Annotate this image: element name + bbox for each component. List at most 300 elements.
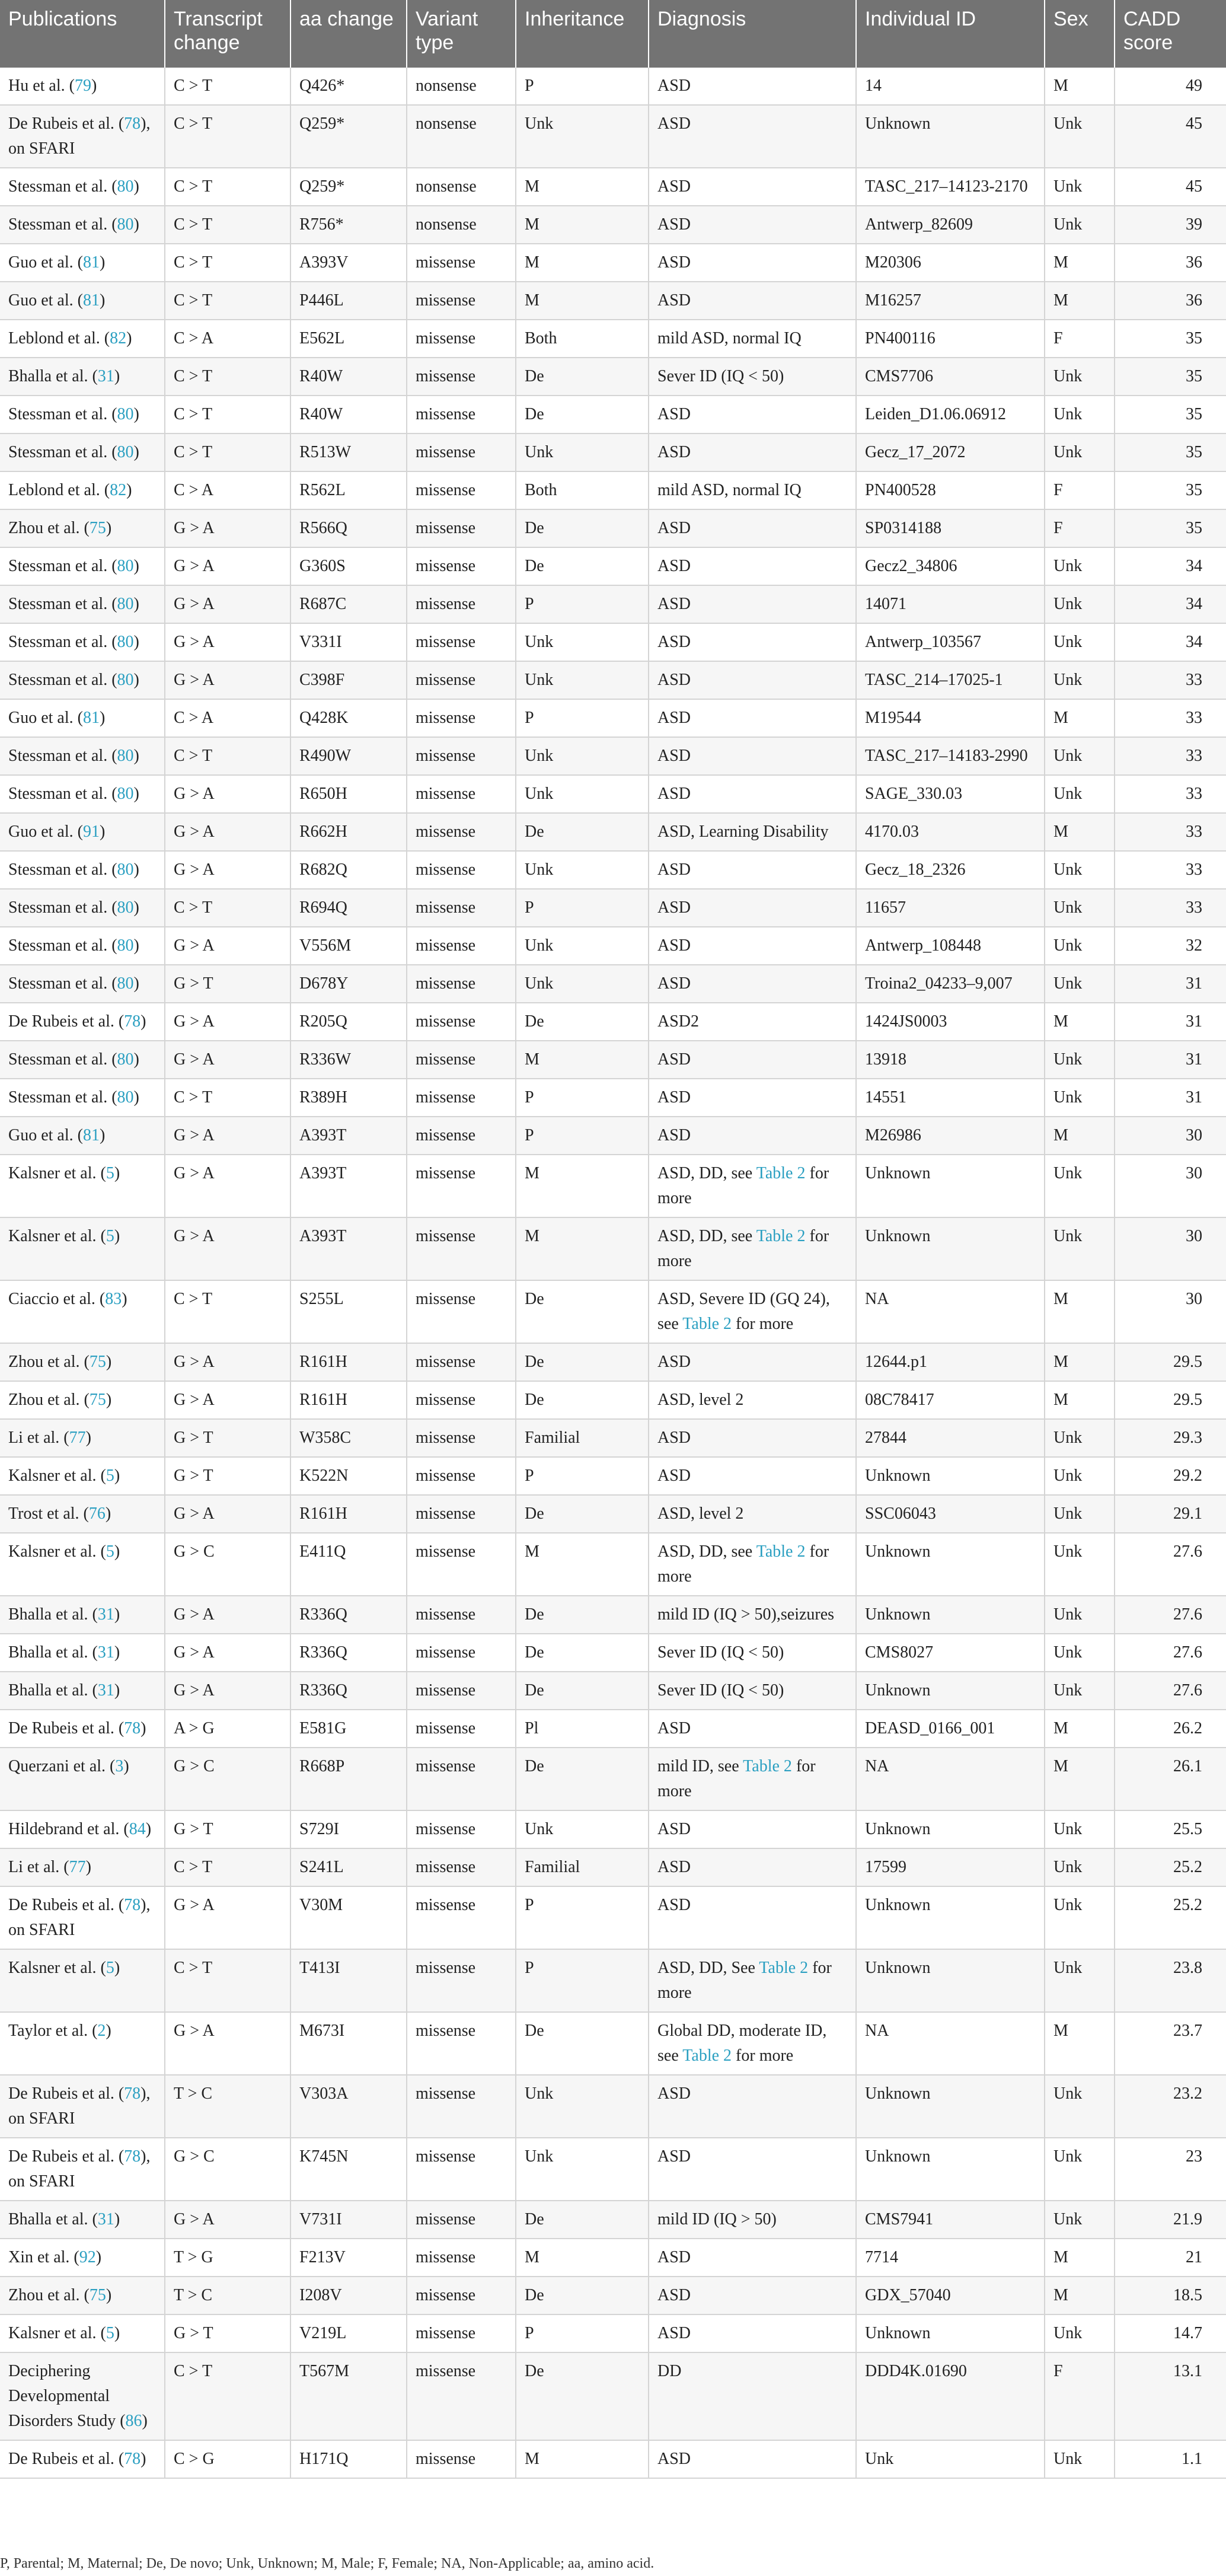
publication-author: Stessman et al. ( — [8, 1088, 117, 1107]
reference-link[interactable]: 75 — [89, 2286, 106, 2304]
table-row — [0, 282, 1226, 320]
cell-transcript-change: C > A — [165, 699, 290, 737]
publication-suffix: ) — [133, 633, 139, 651]
cell-diagnosis — [649, 2075, 856, 2138]
table-row — [0, 1533, 1226, 1596]
cell-publication — [0, 1949, 165, 2012]
reference-link[interactable]: 76 — [88, 1504, 106, 1523]
publication-suffix: ) — [123, 1757, 129, 1775]
cell-cadd-score: 25.2 — [1115, 1848, 1226, 1886]
cell-transcript-change: G > A — [165, 927, 290, 965]
cell-individual-id: PN400116 — [856, 320, 1045, 358]
publication-author: Stessman et al. ( — [8, 747, 117, 765]
cell-transcript-change: T > C — [165, 2075, 290, 2138]
cell-inheritance: M — [516, 1217, 649, 1280]
publication-author: Stessman et al. ( — [8, 1050, 117, 1069]
cell-variant-type: missense — [407, 1217, 516, 1280]
reference-link[interactable]: 82 — [110, 329, 127, 347]
cell-publication — [0, 1457, 165, 1495]
cell-cadd-score: 39 — [1115, 206, 1226, 244]
table-row — [0, 1672, 1226, 1710]
cell-publication — [0, 105, 165, 168]
cell-individual-id: 17599 — [856, 1848, 1045, 1886]
publication-suffix: ) — [114, 1681, 120, 1700]
table-row — [0, 2201, 1226, 2239]
cell-sex: Unk — [1045, 1533, 1115, 1596]
reference-link[interactable]: 80 — [117, 557, 134, 575]
cell-transcript-change: C > T — [165, 1949, 290, 2012]
cell-variant-type: missense — [407, 661, 516, 699]
cell-aa-change: R336Q — [290, 1672, 407, 1710]
cell-publication — [0, 206, 165, 244]
cell-transcript-change: G > A — [165, 1495, 290, 1533]
reference-link[interactable]: 81 — [82, 1126, 100, 1144]
cell-variant-type: missense — [407, 1810, 516, 1848]
cell-aa-change: R513W — [290, 433, 407, 471]
publication-author: De Rubeis et al. ( — [8, 1719, 124, 1737]
reference-link[interactable]: 5 — [106, 1164, 114, 1182]
publication-suffix: ) — [114, 2210, 120, 2229]
cell-individual-id: Antwerp_103567 — [856, 623, 1045, 661]
cell-individual-id: NA — [856, 2012, 1045, 2075]
cell-diagnosis — [649, 927, 856, 965]
cell-transcript-change: G > A — [165, 1886, 290, 1949]
publication-author: Zhou et al. ( — [8, 519, 90, 537]
cell-sex: Unk — [1045, 433, 1115, 471]
table-row — [0, 1748, 1226, 1810]
diagnosis-text: Sever ID (IQ < 50) — [657, 1643, 784, 1662]
table-row — [0, 471, 1226, 509]
reference-link[interactable]: 80 — [117, 860, 134, 879]
cell-diagnosis — [649, 699, 856, 737]
cell-transcript-change: C > T — [165, 68, 290, 105]
reference-link[interactable]: 79 — [74, 76, 91, 95]
cell-sex: Unk — [1045, 2138, 1115, 2201]
cell-inheritance: P — [516, 889, 649, 927]
cell-individual-id: Unknown — [856, 1533, 1045, 1596]
reference-link[interactable]: 80 — [117, 747, 134, 765]
reference-link[interactable]: 80 — [117, 974, 134, 993]
cell-variant-type: missense — [407, 2201, 516, 2239]
cell-transcript-change: G > A — [165, 1596, 290, 1634]
header-diagnosis: Diagnosis — [649, 0, 856, 68]
cell-diagnosis — [649, 1217, 856, 1280]
header-individual-id: Individual ID — [856, 0, 1045, 68]
publication-suffix: ) — [114, 1466, 120, 1485]
cell-inheritance: De — [516, 1003, 649, 1041]
reference-link[interactable]: 80 — [117, 595, 134, 613]
cell-aa-change: V331I — [290, 623, 407, 661]
cell-diagnosis — [649, 623, 856, 661]
cell-individual-id: 14 — [856, 68, 1045, 105]
reference-link[interactable]: 80 — [117, 215, 134, 234]
cell-aa-change: S729I — [290, 1810, 407, 1848]
cell-individual-id: SP0314188 — [856, 509, 1045, 547]
cell-cadd-score: 1.1 — [1115, 2440, 1226, 2478]
cell-sex: M — [1045, 1117, 1115, 1155]
diagnosis-text: ASD — [657, 2248, 691, 2266]
table-footnote: P, Parental; M, Maternal; De, De novo; Unk, Unknown; M, Male; F, Female; NA, Non-Applicable; aa, amino acid. — [0, 2556, 654, 2571]
reference-link[interactable]: 84 — [129, 1820, 146, 1838]
reference-link[interactable]: 80 — [117, 1050, 134, 1069]
cell-transcript-change: C > T — [165, 396, 290, 433]
cell-diagnosis — [649, 2277, 856, 2314]
cell-publication — [0, 1419, 165, 1457]
cell-sex: F — [1045, 471, 1115, 509]
cell-publication — [0, 889, 165, 927]
table-2-link[interactable]: Table 2 — [756, 1227, 806, 1245]
cell-cadd-score: 29.5 — [1115, 1381, 1226, 1419]
cell-aa-change: R566Q — [290, 509, 407, 547]
cell-variant-type: missense — [407, 433, 516, 471]
reference-link[interactable]: 78 — [124, 2450, 141, 2468]
publication-author: Xin et al. ( — [8, 2248, 79, 2266]
reference-link[interactable]: 82 — [110, 481, 127, 499]
publication-author: Stessman et al. ( — [8, 557, 117, 575]
cell-individual-id: Unknown — [856, 1457, 1045, 1495]
cell-variant-type: missense — [407, 1457, 516, 1495]
reference-link[interactable]: 80 — [117, 1088, 134, 1107]
publication-author: Stessman et al. ( — [8, 405, 117, 423]
cell-sex: M — [1045, 2239, 1115, 2277]
diagnosis-text: ASD — [657, 974, 691, 993]
cell-diagnosis — [649, 1003, 856, 1041]
cell-inheritance: P — [516, 1079, 649, 1117]
reference-link[interactable]: 81 — [82, 253, 100, 272]
table-row — [0, 547, 1226, 585]
cell-individual-id: 14551 — [856, 1079, 1045, 1117]
cell-diagnosis — [649, 965, 856, 1003]
cell-sex: F — [1045, 2352, 1115, 2440]
cell-cadd-score: 29.5 — [1115, 1343, 1226, 1381]
cell-variant-type: missense — [407, 396, 516, 433]
publication-suffix: ) — [133, 671, 139, 689]
table-row — [0, 509, 1226, 547]
table-row — [0, 320, 1226, 358]
reference-link[interactable]: 80 — [117, 671, 134, 689]
reference-link[interactable]: 75 — [89, 1391, 106, 1409]
header-aa-change: aa change — [290, 0, 407, 68]
table-row — [0, 927, 1226, 965]
cell-transcript-change: C > T — [165, 889, 290, 927]
diagnosis-text: DD — [657, 2362, 682, 2380]
publication-suffix: ) — [133, 1088, 139, 1107]
reference-link[interactable]: 75 — [89, 1353, 106, 1371]
cell-cadd-score: 45 — [1115, 105, 1226, 168]
table-2-link[interactable]: Table 2 — [682, 2046, 732, 2065]
diagnosis-text: ASD — [657, 633, 691, 651]
cell-variant-type: missense — [407, 1672, 516, 1710]
publication-author: Stessman et al. ( — [8, 785, 117, 803]
header-variant-type: Variant type — [407, 0, 516, 68]
diagnosis-suffix: for more — [657, 1959, 832, 2002]
table-2-link[interactable]: Table 2 — [759, 1959, 809, 1977]
diagnosis-text: ASD — [657, 898, 691, 917]
publication-author: Kalsner et al. ( — [8, 1542, 106, 1561]
reference-link[interactable]: 91 — [82, 822, 100, 841]
cell-sex: Unk — [1045, 396, 1115, 433]
reference-link[interactable]: 3 — [115, 1757, 124, 1775]
publication-suffix: ) — [133, 860, 139, 879]
reference-link[interactable]: 80 — [117, 936, 134, 955]
cell-publication — [0, 1810, 165, 1848]
publication-suffix: ) — [133, 785, 139, 803]
cell-publication — [0, 244, 165, 282]
diagnosis-text: ASD — [657, 1896, 691, 1914]
publication-suffix: ) — [99, 709, 106, 727]
cell-sex: Unk — [1045, 1672, 1115, 1710]
cell-variant-type: missense — [407, 623, 516, 661]
cell-variant-type: nonsense — [407, 206, 516, 244]
cell-transcript-change: T > C — [165, 2277, 290, 2314]
reference-link[interactable]: 92 — [79, 2248, 96, 2266]
cell-variant-type: missense — [407, 2314, 516, 2352]
cell-individual-id: 11657 — [856, 889, 1045, 927]
reference-link[interactable]: 2 — [97, 2022, 106, 2040]
publication-author: Kalsner et al. ( — [8, 1164, 106, 1182]
cell-individual-id: 1424JS0003 — [856, 1003, 1045, 1041]
table-2-link[interactable]: Table 2 — [743, 1757, 792, 1775]
cell-publication — [0, 2075, 165, 2138]
cell-inheritance: P — [516, 1457, 649, 1495]
table-header-row — [0, 0, 1226, 68]
cell-aa-change: V30M — [290, 1886, 407, 1949]
reference-link[interactable]: 31 — [97, 1605, 114, 1624]
cell-diagnosis — [649, 358, 856, 396]
cell-publication — [0, 433, 165, 471]
cell-sex: Unk — [1045, 585, 1115, 623]
cell-diagnosis — [649, 320, 856, 358]
reference-link[interactable]: 78 — [124, 114, 141, 133]
cell-aa-change: H171Q — [290, 2440, 407, 2478]
table-row — [0, 1495, 1226, 1533]
cell-diagnosis — [649, 1810, 856, 1848]
reference-link[interactable]: 31 — [97, 1681, 114, 1700]
cell-publication — [0, 927, 165, 965]
cell-variant-type: nonsense — [407, 105, 516, 168]
publication-suffix: ) — [99, 822, 106, 841]
publication-suffix: ) — [126, 329, 132, 347]
reference-link[interactable]: 5 — [106, 1959, 114, 1977]
table-row — [0, 433, 1226, 471]
publication-author: De Rubeis et al. ( — [8, 2450, 124, 2468]
cell-individual-id: Gecz_17_2072 — [856, 433, 1045, 471]
publication-suffix: ) — [133, 443, 139, 461]
cell-individual-id: Antwerp_82609 — [856, 206, 1045, 244]
reference-link[interactable]: 81 — [82, 709, 100, 727]
cell-publication — [0, 2012, 165, 2075]
cell-diagnosis — [649, 282, 856, 320]
publication-author: Stessman et al. ( — [8, 215, 117, 234]
reference-link[interactable]: 78 — [124, 2147, 141, 2166]
table-2-link[interactable]: Table 2 — [756, 1542, 806, 1561]
table-row — [0, 1217, 1226, 1280]
cell-transcript-change: G > A — [165, 813, 290, 851]
table-row — [0, 1886, 1226, 1949]
table-row — [0, 2440, 1226, 2478]
cell-diagnosis — [649, 1533, 856, 1596]
publication-author: Bhalla et al. ( — [8, 367, 98, 385]
cell-inheritance: Both — [516, 320, 649, 358]
publication-suffix: ) — [91, 76, 97, 95]
cell-inheritance: Unk — [516, 105, 649, 168]
cell-sex: Unk — [1045, 623, 1115, 661]
cell-inheritance: De — [516, 1280, 649, 1343]
reference-link[interactable]: 5 — [106, 2324, 114, 2342]
cell-sex: Unk — [1045, 358, 1115, 396]
publication-author: Bhalla et al. ( — [8, 1681, 98, 1700]
reference-link[interactable]: 78 — [124, 1719, 141, 1737]
table-row — [0, 1003, 1226, 1041]
diagnosis-text: mild ID (IQ > 50) — [657, 2210, 777, 2229]
table-row — [0, 699, 1226, 737]
reference-link[interactable]: 80 — [117, 785, 134, 803]
cell-individual-id: 27844 — [856, 1419, 1045, 1457]
reference-link[interactable]: 78 — [124, 2084, 141, 2103]
cell-diagnosis — [649, 775, 856, 813]
cell-sex: Unk — [1045, 737, 1115, 775]
cell-transcript-change: G > A — [165, 775, 290, 813]
cell-variant-type: missense — [407, 737, 516, 775]
table-row — [0, 1596, 1226, 1634]
diagnosis-text: ASD — [657, 557, 691, 575]
cell-sex: M — [1045, 2277, 1115, 2314]
cell-diagnosis — [649, 433, 856, 471]
cell-publication — [0, 1710, 165, 1748]
cell-cadd-score: 30 — [1115, 1117, 1226, 1155]
cell-variant-type: missense — [407, 1533, 516, 1596]
cell-aa-change: V303A — [290, 2075, 407, 2138]
cell-variant-type: missense — [407, 889, 516, 927]
table-2-link[interactable]: Table 2 — [756, 1164, 806, 1182]
table-body — [0, 68, 1226, 2478]
cell-inheritance: Unk — [516, 775, 649, 813]
reference-link[interactable]: 80 — [117, 443, 134, 461]
reference-link[interactable]: 5 — [106, 1466, 114, 1485]
diagnosis-text: ASD — [657, 595, 691, 613]
reference-link[interactable]: 80 — [117, 177, 134, 196]
cell-transcript-change: G > A — [165, 661, 290, 699]
reference-link[interactable]: 75 — [89, 519, 106, 537]
cell-publication — [0, 1217, 165, 1280]
table-2-link[interactable]: Table 2 — [682, 1315, 732, 1333]
cell-individual-id: M16257 — [856, 282, 1045, 320]
publication-author: De Rubeis et al. ( — [8, 1012, 124, 1031]
cell-transcript-change: G > A — [165, 1217, 290, 1280]
reference-link[interactable]: 80 — [117, 633, 134, 651]
reference-link[interactable]: 80 — [117, 405, 134, 423]
cell-cadd-score: 23.2 — [1115, 2075, 1226, 2138]
reference-link[interactable]: 5 — [106, 1227, 114, 1245]
cell-individual-id: 14071 — [856, 585, 1045, 623]
publication-author: Kalsner et al. ( — [8, 1959, 106, 1977]
cell-inheritance: De — [516, 509, 649, 547]
cell-transcript-change: G > A — [165, 1381, 290, 1419]
publication-author: Stessman et al. ( — [8, 936, 117, 955]
table-row — [0, 661, 1226, 699]
reference-link[interactable]: 77 — [69, 1858, 86, 1876]
reference-link[interactable]: 80 — [117, 898, 134, 917]
publication-author: Stessman et al. ( — [8, 898, 117, 917]
reference-link[interactable]: 31 — [97, 367, 114, 385]
cell-individual-id: TASC_217–14123-2170 — [856, 168, 1045, 206]
cell-cadd-score: 23 — [1115, 2138, 1226, 2201]
publication-author: De Rubeis et al. ( — [8, 2084, 124, 2103]
cell-diagnosis — [649, 1949, 856, 2012]
reference-link[interactable]: 78 — [124, 1012, 141, 1031]
publication-author: Kalsner et al. ( — [8, 1466, 106, 1485]
diagnosis-text: mild ASD, normal IQ — [657, 481, 802, 499]
cell-cadd-score: 30 — [1115, 1155, 1226, 1217]
diagnosis-text: ASD — [657, 215, 691, 234]
reference-link[interactable]: 77 — [69, 1429, 86, 1447]
reference-link[interactable]: 31 — [97, 1643, 114, 1662]
table-row — [0, 1810, 1226, 1848]
reference-link[interactable]: 81 — [82, 291, 100, 310]
publication-author: De Rubeis et al. ( — [8, 1896, 124, 1914]
publication-suffix: ) — [133, 898, 139, 917]
cell-aa-change: E562L — [290, 320, 407, 358]
cell-diagnosis — [649, 737, 856, 775]
publication-suffix: ) — [106, 519, 112, 537]
reference-link[interactable]: 31 — [97, 2210, 114, 2229]
publication-suffix: ) — [133, 936, 139, 955]
cell-diagnosis — [649, 1710, 856, 1748]
cell-aa-change: R205Q — [290, 1003, 407, 1041]
cell-individual-id: Unknown — [856, 1155, 1045, 1217]
cell-inheritance: P — [516, 1117, 649, 1155]
cell-individual-id: NA — [856, 1748, 1045, 1810]
diagnosis-text: ASD — [657, 2147, 691, 2166]
diagnosis-text: Sever ID (IQ < 50) — [657, 1681, 784, 1700]
diagnosis-suffix: for more — [657, 1164, 829, 1207]
cell-cadd-score: 33 — [1115, 737, 1226, 775]
cell-transcript-change: G > T — [165, 1419, 290, 1457]
publication-author: Li et al. ( — [8, 1429, 69, 1447]
cell-transcript-change: G > A — [165, 1041, 290, 1079]
diagnosis-suffix: for more — [657, 1757, 816, 1800]
cell-diagnosis — [649, 813, 856, 851]
reference-link[interactable]: 86 — [125, 2412, 142, 2430]
cell-publication — [0, 2138, 165, 2201]
cell-individual-id: 7714 — [856, 2239, 1045, 2277]
reference-link[interactable]: 83 — [105, 1290, 122, 1308]
publication-suffix: ) — [99, 253, 106, 272]
reference-link[interactable]: 5 — [106, 1542, 114, 1561]
cell-publication — [0, 737, 165, 775]
table-row — [0, 68, 1226, 105]
cell-diagnosis — [649, 1419, 856, 1457]
cell-inheritance: P — [516, 2314, 649, 2352]
cell-cadd-score: 33 — [1115, 775, 1226, 813]
cell-sex: Unk — [1045, 1634, 1115, 1672]
cell-publication — [0, 813, 165, 851]
reference-link[interactable]: 78 — [124, 1896, 141, 1914]
cell-transcript-change: A > G — [165, 1710, 290, 1748]
cell-aa-change: K522N — [290, 1457, 407, 1495]
cell-aa-change: R687C — [290, 585, 407, 623]
table-row — [0, 851, 1226, 889]
cell-aa-change: I208V — [290, 2277, 407, 2314]
cell-variant-type: missense — [407, 471, 516, 509]
cell-transcript-change: C > T — [165, 168, 290, 206]
cell-publication — [0, 1041, 165, 1079]
cell-diagnosis — [649, 2440, 856, 2478]
cell-sex: M — [1045, 1003, 1115, 1041]
cell-variant-type: missense — [407, 358, 516, 396]
diagnosis-text: Sever ID (IQ < 50) — [657, 367, 784, 385]
publication-suffix: ) — [133, 215, 139, 234]
